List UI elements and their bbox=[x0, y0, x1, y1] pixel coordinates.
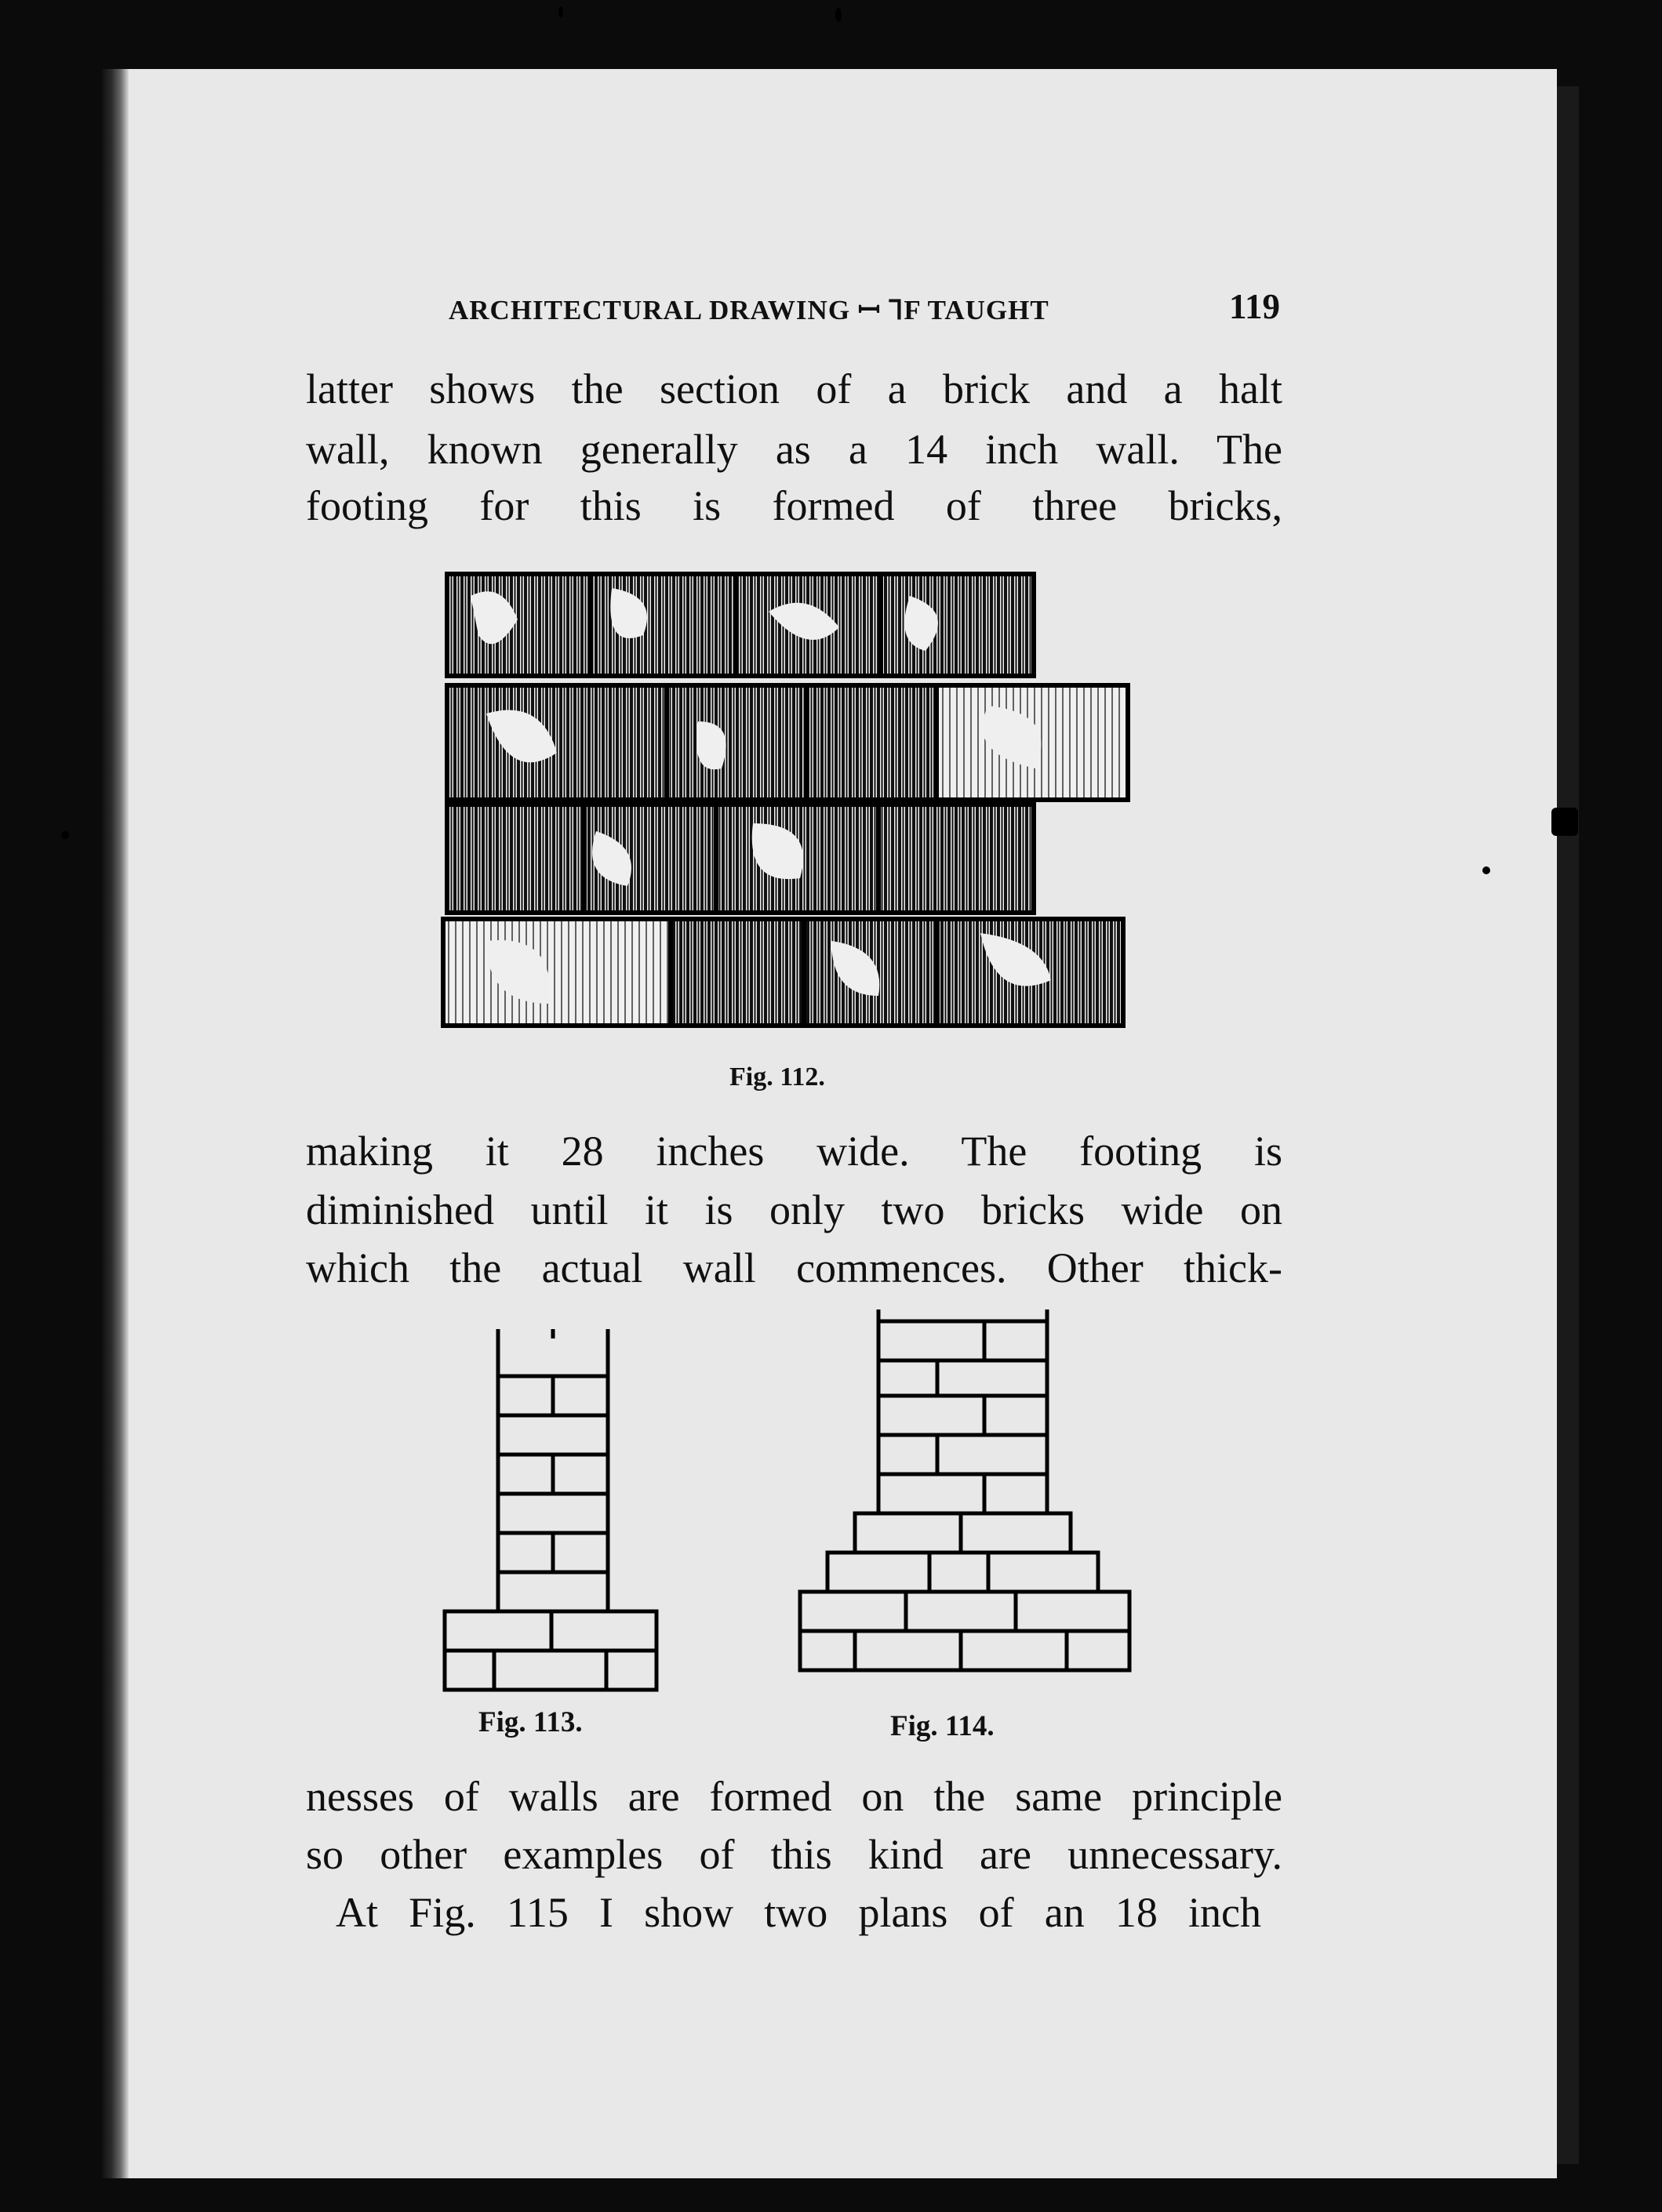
text-line: footing for this is formed of three bricks, bbox=[306, 482, 1282, 529]
text-line: diminished until it is only two bricks wide on bbox=[306, 1186, 1282, 1233]
ink-speck bbox=[61, 831, 69, 839]
book-spine-shadow bbox=[102, 69, 129, 2178]
figure-112-brick-section bbox=[439, 565, 1145, 1035]
page-edge-tab bbox=[1551, 808, 1578, 836]
text-line: At Fig. 115 I show two plans of an 18 inch bbox=[336, 1889, 1261, 1936]
figure-112-caption: Fig. 112. bbox=[729, 1062, 825, 1091]
figure-113-wall-footing bbox=[435, 1321, 663, 1698]
running-head bbox=[449, 286, 1280, 325]
running-head-title: ARCHITECTURAL DRAWING ꟷ ꞀF TAUGHT bbox=[449, 295, 1049, 325]
page-number: 119 bbox=[1228, 287, 1280, 326]
ink-speck bbox=[558, 6, 563, 17]
text-line: latter shows the section of a brick and a halt bbox=[306, 365, 1282, 412]
ink-speck bbox=[835, 8, 842, 22]
figure-114-caption: Fig. 114. bbox=[890, 1710, 995, 1742]
ink-speck bbox=[1482, 866, 1490, 874]
text-line: nesses of walls are formed on the same principle bbox=[306, 1773, 1282, 1820]
text-line: which the actual wall commences. Other thick- bbox=[306, 1244, 1282, 1291]
next-page-edge bbox=[1557, 86, 1579, 2164]
text-line: so other examples of this kind are unnecessary. bbox=[306, 1831, 1282, 1878]
figure-114-stepped-footing bbox=[792, 1302, 1145, 1678]
text-line: wall, known generally as a 14 inch wall. The bbox=[306, 426, 1282, 473]
text-line: making it 28 inches wide. The footing is bbox=[306, 1128, 1282, 1175]
figure-113-caption: Fig. 113. bbox=[478, 1706, 583, 1738]
